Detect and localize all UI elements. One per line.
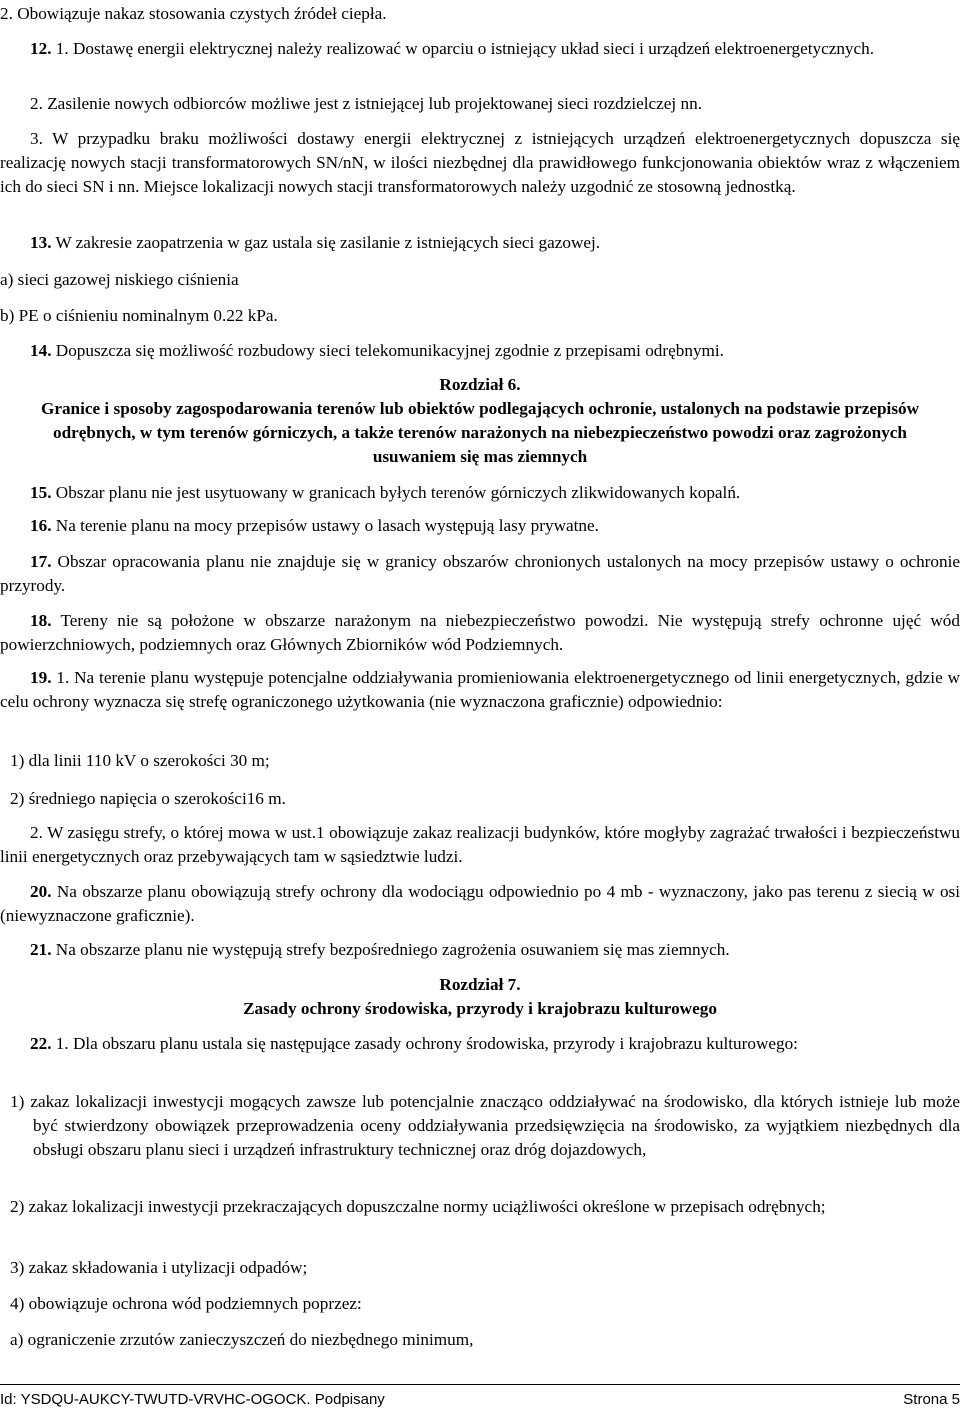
chapter-6-subtitle: Granice i sposoby zagospodarowania terenów lub obiektów podlegających ochronie, ustalonych na podstawie przepisów odrębnych, w tym terenów górniczych, a także terenów narażonych na niebezpieczeństwo powodzi oraz zagrożonych usuwaniem się mas ziemnych <box>40 399 920 467</box>
section-number: 14. <box>30 341 52 360</box>
section-number: 12. <box>30 39 52 58</box>
paragraph-18 <box>0 609 960 657</box>
paragraph-16 <box>0 514 960 538</box>
section-number: 17. <box>30 552 52 571</box>
paragraph-15 <box>0 481 960 505</box>
paragraph-22-item-2: 2) zakaz lokalizacji inwestycji przekraczających dopuszczalne normy uciążliwości określone w przepisach odrębnych; <box>10 1197 826 1216</box>
paragraph-20 <box>0 880 960 928</box>
paragraph-14 <box>0 339 960 363</box>
section-text: Obszar planu nie jest usytuowany w granicach byłych terenów górniczych zlikwidowanych kopalń. <box>51 483 741 502</box>
section-text: Dopuszcza się możliwość rozbudowy sieci telekomunikacyjnej zgodnie z przepisami odrębnymi. <box>51 341 724 360</box>
section-text: Na terenie planu na mocy przepisów ustawy o lasach występują lasy prywatne. <box>51 516 599 535</box>
section-number: 18. <box>30 611 52 630</box>
section-text: Obszar opracowania planu nie znajduje się w granicy obszarów chronionych ustalonych na mocy przepisów ustawy o ochronie przyrody. <box>0 552 960 596</box>
section-number: 16. <box>30 516 52 535</box>
paragraph-21 <box>0 938 960 962</box>
chapter-7-subtitle: Zasady ochrony środowiska, przyrody i krajobrazu kulturowego <box>243 999 717 1018</box>
chapter-6-title: Rozdział 6. <box>439 375 521 394</box>
paragraph-19-item-1: 1) dla linii 110 kV o szerokości 30 m; <box>10 751 270 770</box>
section-number: 22. <box>30 1034 52 1053</box>
section-number: 13. <box>30 233 52 252</box>
section-number: 21. <box>30 940 52 959</box>
section-number: 20. <box>30 882 52 901</box>
paragraph-22-item-1: 1) zakaz lokalizacji inwestycji mogących zawsze lub potencjalnie znacząco oddziaływać na środowisko, dla których istnieje lub może być stwierdzony obowiązek przeprowadzenia oceny oddziaływania przedsięwzięcia na środowisko, za wyjątkiem niezbędnych dla obsługi obszaru planu sieci i urządzeń infrastruktury technicznej oraz dróg dojazdowych, <box>10 1092 960 1160</box>
section-text: 1. Na terenie planu występuje potencjalne oddziaływania promieniowania elektroenergetycznego od linii energetycznych, gdzie w celu ochrony wyznacza się strefę ograniczonego użytkowania (nie wyznaczona graficznie) odpowiednio: <box>0 668 960 712</box>
section-text: 1. Dostawę energii elektrycznej należy realizować w oparciu o istniejący układ sieci i urządzeń elektroenergetycznych. <box>51 39 875 58</box>
document-id: Id: YSDQU-AUKCY-TWUTD-VRVHC-OGOCK. Podpisany <box>0 1391 385 1408</box>
paragraph-22 <box>0 1032 960 1056</box>
paragraph-19-2: 2. W zasięgu strefy, o której mowa w ust.1 obowiązuje zakaz realizacji budynków, które mogłyby zagrażać trwałości i bezpieczeństwu linii energetycznych oraz przebywających tam w sąsiedztwie ludzi. <box>0 823 960 867</box>
paragraph-19 <box>0 666 960 714</box>
chapter-7-title: Rozdział 7. <box>439 975 521 994</box>
paragraph-22-item-3: 3) zakaz składowania i utylizacji odpadów; <box>10 1258 308 1277</box>
section-text: Tereny nie są położone w obszarze narażonym na niebezpieczeństwo powodzi. Nie występują strefy ochronne ujęć wód powierzchniowych, podziemnych oraz Głównych Zbiorników wód Podziemnych. <box>0 611 960 655</box>
paragraph-17 <box>0 550 960 598</box>
page-footer <box>0 1384 960 1412</box>
paragraph-12-3: 3. W przypadku braku możliwości dostawy energii elektrycznej z istniejących urządzeń elektroenergetycznych dopuszcza się realizację nowych stacji transformatorowych SN/nN, w ilości niezbędnej dla prawidłowego funkcjonowania obiektów wraz z włączeniem ich do sieci SN i nn. Miejsce lokalizacji nowych stacji transformatorowych należy uzgodnić ze stosowną jednostką. <box>0 129 960 197</box>
paragraph-13-a: a) sieci gazowej niskiego ciśnienia <box>0 270 239 289</box>
section-text: Na obszarze planu obowiązują strefy ochrony dla wodociągu odpowiednio po 4 mb - wyznaczony, jako pas terenu z siecią w osi (niewyznaczone graficznie). <box>0 882 960 926</box>
page-number: Strona 5 <box>903 1391 960 1408</box>
paragraph-22-item-4a: a) ograniczenie zrzutów zanieczyszczeń do niezbędnego minimum, <box>10 1330 474 1349</box>
paragraph-13-b: b) PE o ciśnieniu nominalnym 0.22 kPa. <box>0 306 278 325</box>
section-text: 1. Dla obszaru planu ustala się następujące zasady ochrony środowiska, przyrody i krajobrazu kulturowego: <box>51 1034 798 1053</box>
paragraph-11-2: 2. Obowiązuje nakaz stosowania czystych źródeł ciepła. <box>0 4 387 23</box>
paragraph-12-2: 2. Zasilenie nowych odbiorców możliwe jest z istniejącej lub projektowanej sieci rozdzielczej nn. <box>30 94 702 113</box>
paragraph-19-item-2: 2) średniego napięcia o szerokości16 m. <box>10 789 286 808</box>
section-number: 15. <box>30 483 52 502</box>
paragraph-12-1 <box>0 37 960 61</box>
section-text: Na obszarze planu nie występują strefy bezpośredniego zagrożenia osuwaniem się mas ziemnych. <box>51 940 730 959</box>
paragraph-13 <box>0 231 960 255</box>
section-number: 19. <box>30 668 52 687</box>
paragraph-22-item-4: 4) obowiązuje ochrona wód podziemnych poprzez: <box>10 1294 362 1313</box>
section-text: W zakresie zaopatrzenia w gaz ustala się zasilanie z istniejących sieci gazowej. <box>51 233 601 252</box>
